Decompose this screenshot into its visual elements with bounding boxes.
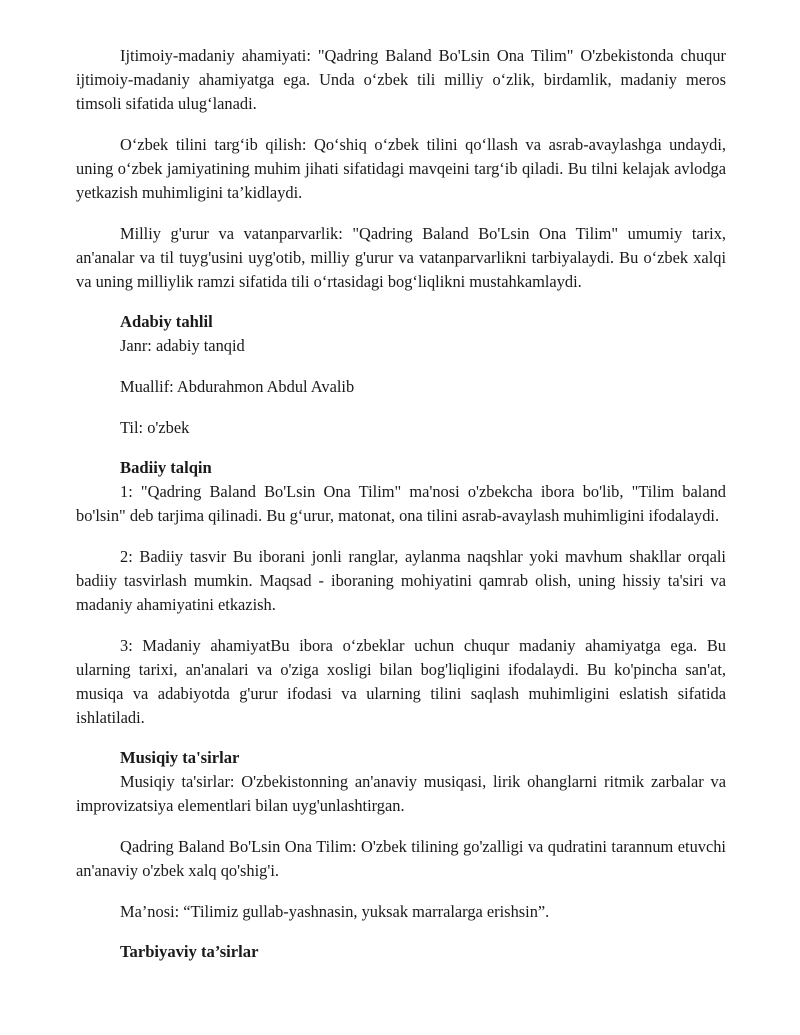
paragraph-badiiy-3: 3: Madaniy ahamiyatBu ibora o‘zbeklar uchun chuqur madaniy ahamiyatga ega. Bu ularning tarixi, an'analari va o'ziga xosligi bilan bog'liqligini ifodalaydi. Bu ko'pincha san'at, musiqa va adabiyotda g'urur ifodasi va ularning tilini saqlash muhimligini eslatish sifatida ishlatiladi.	[76, 636, 726, 727]
paragraph-musiqiy-3: Ma’nosi: “Tilimiz gullab-yashnasin, yuksak marralarga erishsin”.	[120, 902, 550, 921]
paragraph-badiiy-1: 1: "Qadring Baland Bo'Lsin Ona Tilim" ma'nosi o'zbekcha ibora bo'lib, "Tilim baland bo'lsin" deb tarjima qilinadi. Bu g‘urur, matonat, ona tilini asrab-avaylash muhimligini ifodalaydi.	[76, 482, 726, 525]
heading-tarbiyaviy-tasirlar: Tarbiyaviy ta’sirlar	[120, 942, 259, 961]
heading-badiiy-talqin: Badiiy talqin	[120, 458, 212, 477]
paragraph-targib: O‘zbek tilini targ‘ib qilish: Qo‘shiq o‘zbek tilini qo‘llash va asrab-avaylashga undaydi, uning o‘zbek jamiyatining muhim jihati sifatidagi mavqeini targ‘ib qiladi. Bu tilni kelajak avlodga yetkazish muhimligini ta’kidlaydi.	[76, 135, 726, 202]
text-til: Til: o'zbek	[120, 418, 190, 437]
paragraph-badiiy-2: 2: Badiiy tasvir Bu iborani jonli ranglar, aylanma naqshlar yoki mavhum shakllar orqali badiiy tasvirlash mumkin. Maqsad - iboraning mohiyatini qamrab olish, uning hissiy ta'siri va madaniy ahamiyatini etkazish.	[76, 547, 726, 614]
paragraph-musiqiy-2: Qadring Baland Bo'Lsin Ona Tilim: O'zbek tilining go'zalligi va qudratini tarannum etuvchi an'anaviy o'zbek xalq qo'shig'i.	[76, 837, 726, 880]
heading-musiqiy-tasirlar: Musiqiy ta'sirlar	[120, 748, 240, 767]
document-page	[76, 44, 726, 964]
heading-adabiy-tahlil: Adabiy tahlil	[120, 312, 213, 331]
paragraph-musiqiy-1: Musiqiy ta'sirlar: O'zbekistonning an'anaviy musiqasi, lirik ohanglarni ritmik zarbalar va improvizatsiya elementlari bilan uyg'unlashtirgan.	[76, 772, 726, 815]
text-janr: Janr: adabiy tanqid	[120, 336, 245, 355]
text-muallif: Muallif: Abdurahmon Abdul Avalib	[120, 377, 355, 396]
paragraph-ijtimoiy: Ijtimoiy-madaniy ahamiyati: "Qadring Baland Bo'Lsin Ona Tilim" O'zbekistonda chuqur ijtimoiy-madaniy ahamiyatga ega. Unda o‘zbek tili milliy o‘zlik, birdamlik, madaniy meros timsoli sifatida ulug‘lanadi.	[76, 46, 726, 113]
paragraph-milliy: Milliy g'urur va vatanparvarlik: "Qadring Baland Bo'Lsin Ona Tilim" umumiy tarix, an'analar va til tuyg'usini uyg'otib, milliy g'urur va vatanparvarlikni tarbiyalaydi. Bu o‘zbek xalqi va uning milliylik ramzi sifatida tili o‘rtasidagi bog‘liqlikni mustahkamlaydi.	[76, 224, 726, 291]
